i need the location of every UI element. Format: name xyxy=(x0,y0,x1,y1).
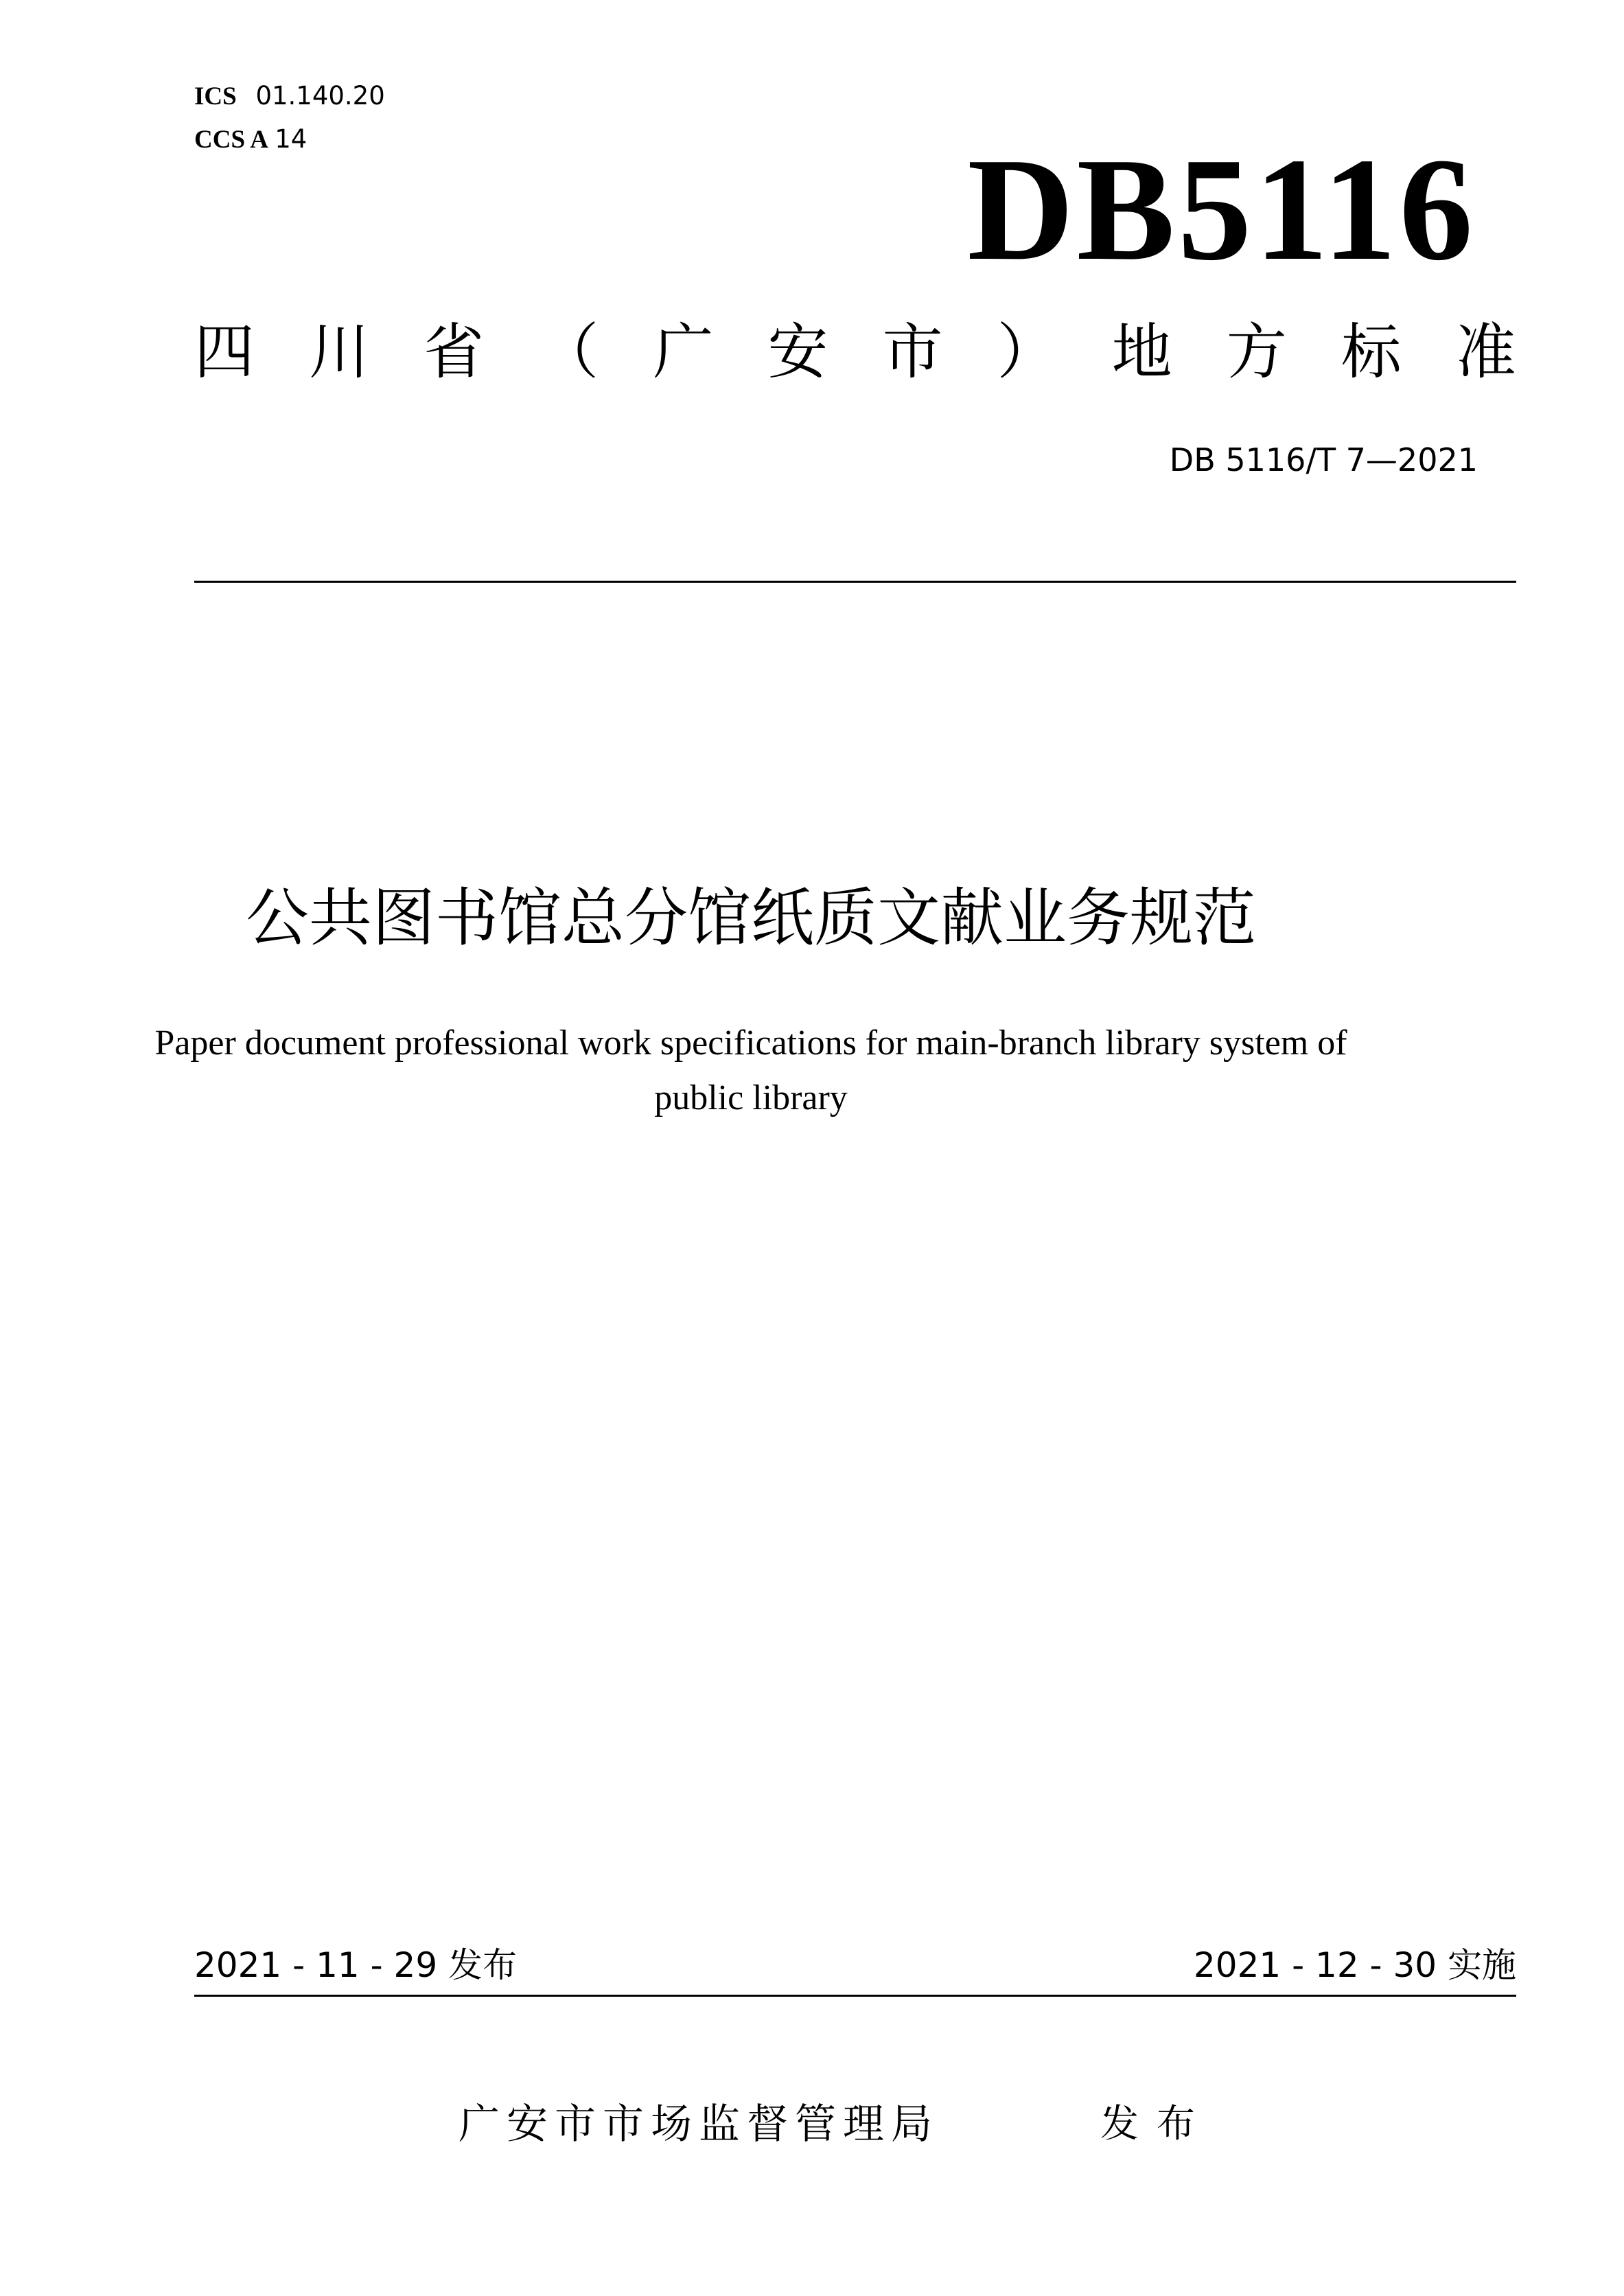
standard-type-heading xyxy=(194,314,1516,390)
title-english xyxy=(0,1016,1624,1126)
ics-label: ICS xyxy=(194,82,237,111)
implementation-date: 2021 - 12 - 30 实施 xyxy=(1193,1945,1516,1985)
standard-type-char: 市 xyxy=(882,316,943,387)
standard-type-char: 方 xyxy=(1226,316,1287,387)
top-divider xyxy=(194,581,1516,583)
issuer-name: 广安市市场监督管理局 xyxy=(459,2100,939,2148)
bottom-divider xyxy=(194,1995,1516,1997)
standard-number: DB 5116/T 7—2021 xyxy=(1169,441,1478,478)
standard-type-char: 安 xyxy=(767,316,828,387)
standard-type-char: 标 xyxy=(1341,316,1402,387)
title-english-line-2: public library xyxy=(654,1078,848,1117)
standard-type-char: （ xyxy=(538,316,599,387)
standard-type-char: 地 xyxy=(1111,316,1172,387)
ccs-label: CCS A xyxy=(194,126,268,154)
standard-type-char: 川 xyxy=(309,316,370,387)
ccs-value: 14 xyxy=(275,124,308,154)
standard-type-char: 广 xyxy=(653,316,714,387)
standard-type-char: 准 xyxy=(1455,316,1516,387)
title-english-line-1: Paper document professional work specifications for main-branch library system of xyxy=(154,1023,1347,1063)
standard-type-char: 四 xyxy=(194,316,255,387)
issuer-action: 发布 xyxy=(1100,2102,1213,2146)
db-mark: DB5116 xyxy=(967,127,1476,291)
ccs-code xyxy=(194,124,307,155)
issue-date: 2021 - 11 - 29 发布 xyxy=(194,1945,518,1985)
standard-type-char: ） xyxy=(997,316,1058,387)
ics-value: 01.140.20 xyxy=(255,81,385,111)
ics-code xyxy=(194,81,385,112)
title-chinese: 公共图书馆总分馆纸质文献业务规范 xyxy=(245,881,1256,955)
standard-type-char: 省 xyxy=(424,316,485,387)
